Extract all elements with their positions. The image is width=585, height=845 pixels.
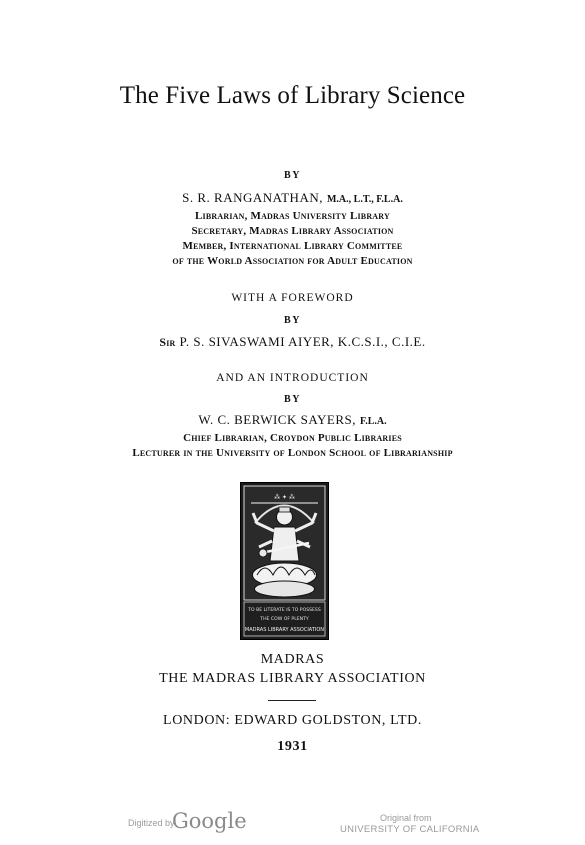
author-position-2: Secretary, Madras Library Association [191, 225, 394, 237]
intro-author-degrees: F.L.A. [360, 416, 387, 427]
by-label-intro: BY [284, 394, 301, 405]
by-label-foreword: BY [284, 315, 301, 326]
author-name: S. R. RANGANATHAN, [182, 190, 323, 205]
emblem-caption-1: TO BE LITERATE IS TO POSSESS [248, 608, 321, 613]
author-line [0, 189, 585, 207]
emblem-artwork [241, 483, 328, 639]
author-position-1: Librarian, Madras University Library [195, 210, 390, 222]
emblem-caption-3: MADRAS LIBRARY ASSOCIATION [244, 627, 325, 633]
author-position-3: Member, International Library Committee [182, 240, 403, 252]
google-logo: Google [172, 809, 247, 833]
publisher-city: MADRAS [260, 652, 325, 667]
intro-label: AND AN INTRODUCTION [216, 372, 369, 384]
book-title: The Five Laws of Library Science [119, 82, 466, 109]
foreword-prefix: Sir [159, 335, 176, 349]
original-from-label: Original from [380, 813, 432, 823]
digitized-by-label: Digitized by [128, 818, 175, 828]
intro-author-name: W. C. BERWICK SAYERS, [198, 412, 357, 427]
university-label: UNIVERSITY OF CALIFORNIA [340, 824, 480, 835]
foreword-author: P. S. SIVASWAMI AIYER, K.C.S.I., C.I.E. [179, 334, 426, 349]
london-publisher: LONDON: EDWARD GOLDSTON, LTD. [163, 713, 422, 728]
emblem-caption-2: THE COW OF PLENTY [260, 617, 309, 622]
intro-position-1: Chief Librarian, Croydon Public Libraries [183, 432, 402, 444]
divider-rule [268, 700, 316, 701]
intro-author-line [0, 411, 585, 429]
author-position-4: of the World Association for Adult Education [172, 255, 413, 267]
svg-text:⁂ ✦ ⁂: ⁂ ✦ ⁂ [274, 494, 295, 501]
goddess-lotus-emblem-icon [240, 482, 329, 640]
foreword-author-line [0, 333, 585, 351]
foreword-label: WITH A FOREWORD [231, 292, 354, 304]
by-label-author: BY [284, 170, 301, 181]
publication-year: 1931 [277, 739, 308, 754]
author-degrees: M.A., L.T., F.L.A. [326, 194, 403, 205]
publisher-name: THE MADRAS LIBRARY ASSOCIATION [159, 671, 426, 686]
intro-position-2: Lecturer in the University of London School of Librarianship [132, 447, 453, 459]
